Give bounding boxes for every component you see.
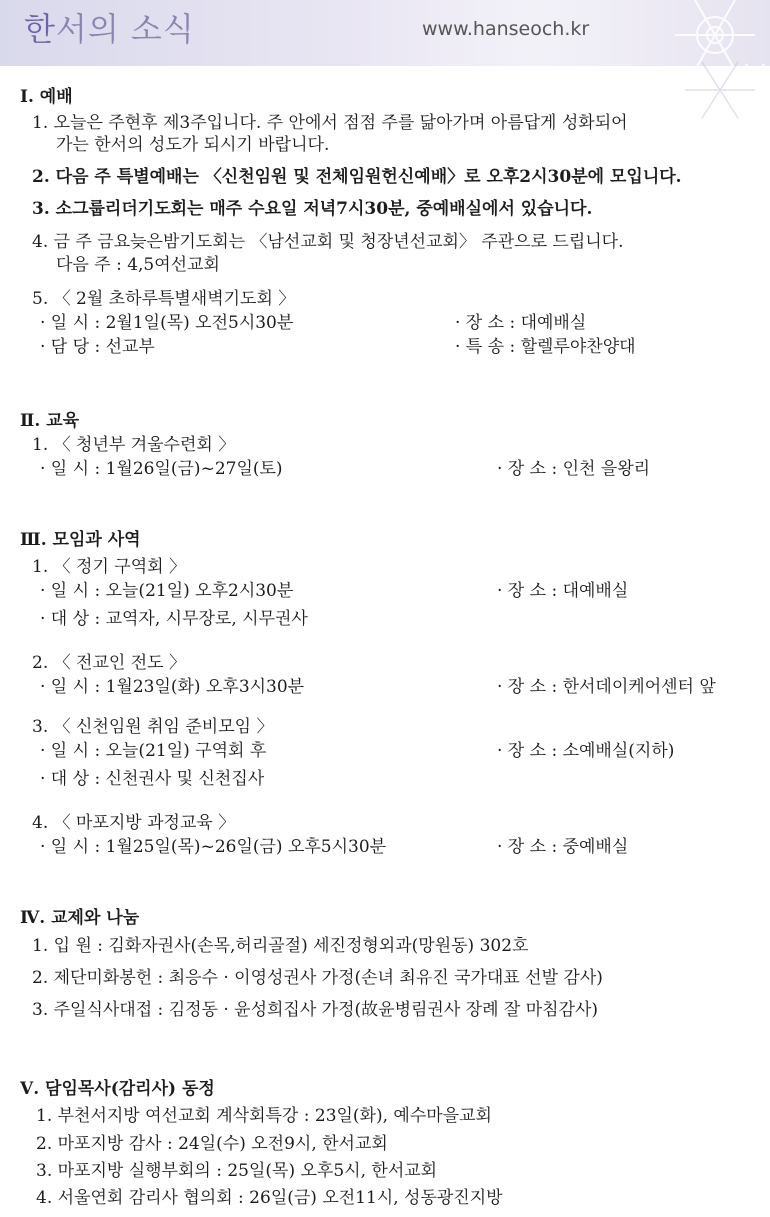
website-url[interactable]: www.hanseoch.kr [422,18,590,40]
section-heading: Ⅰ. 예배 [20,87,73,107]
list-item: 3. 소그룹리더기도회는 매주 수요일 저녁7시30분, 중예배실에서 있습니다. [32,199,593,219]
list-item: 1. 부천서지방 여선교회 계삭회특강 : 23일(화), 예수마을교회 [36,1106,492,1126]
section-heading: Ⅳ. 교제와 나눔 [20,908,140,928]
section-heading: Ⅲ. 모임과 사역 [20,530,141,550]
list-item: 2. 마포지방 감사 : 24일(수) 오전9시, 한서교회 [36,1134,388,1154]
list-item: 4. 금 주 금요늦은밤기도회는 〈남선교회 및 청장년선교회〉 주관으로 드립니다. [32,232,624,252]
event-detail: · 대 상 : 신천권사 및 신천집사 [40,769,265,789]
event-title: 1. 〈 정기 구역회 〉 [32,557,186,577]
event-detail: · 장 소 : 중예배실 [497,837,629,857]
event-detail: · 장 소 : 소예배실(지하) [497,741,675,761]
event-title: 2. 〈 전교인 전도 〉 [32,653,186,673]
event-title: 3. 〈 신천임원 취임 준비모임 〉 [32,717,274,737]
event-detail: · 대 상 : 교역자, 시무장로, 시무권사 [40,609,308,629]
list-item-continuation: 다음 주 : 4,5여선교회 [56,255,220,275]
list-item: 2. 제단미화봉헌 : 최응수 · 이영성권사 가정(손녀 최유진 국가대표 선발 감사) [32,968,603,988]
event-detail: · 담 당 : 선교부 [40,337,155,357]
list-item: 4. 서울연회 감리사 협의회 : 26일(금) 오전11시, 성동광진지방 [36,1188,503,1208]
list-item-continuation: 가는 한서의 성도가 되시기 바랍니다. [56,135,330,155]
event-detail: · 일 시 : 2월1일(목) 오전5시30분 [40,313,294,333]
event-title: 5. 〈 2월 초하루특별새벽기도회 〉 [32,289,296,309]
list-item: 2. 다음 주 특별예배는 〈신천임원 및 전체임원헌신예배〉로 오후2시30분에 모입니다. [32,167,682,187]
page-title: 한서의 소식 [24,10,195,48]
list-item: 3. 마포지방 실행부회의 : 25일(목) 오후5시, 한서교회 [36,1161,438,1181]
section-heading: Ⅱ. 교육 [20,411,80,431]
event-detail: · 일 시 : 1월25일(목)~26일(금) 오후5시30분 [40,837,387,857]
event-detail: · 일 시 : 오늘(21일) 구역회 후 [40,741,267,761]
section-heading: Ⅴ. 담임목사(감리사) 동정 [20,1079,215,1099]
list-item: 3. 주일식사대접 : 김정동 · 윤성희집사 가정(故윤병림권사 장례 잘 마침감사) [32,1000,599,1020]
list-item: 1. 입 원 : 김화자권사(손목,허리골절) 세진정형외과(망원동) 302호 [32,936,529,956]
event-detail: · 특 송 : 할렐루야찬양대 [455,337,636,357]
list-item: 1. 오늘은 주현후 제3주입니다. 주 안에서 점점 주를 닮아가며 아름답게 성화되어 [32,113,628,133]
event-detail: · 일 시 : 오늘(21일) 오후2시30분 [40,581,294,601]
event-title: 4. 〈 마포지방 과정교육 〉 [32,813,236,833]
event-detail: · 일 시 : 1월26일(금)~27일(토) [40,459,283,479]
event-detail: · 장 소 : 대예배실 [455,313,587,333]
event-detail: · 장 소 : 한서데이케어센터 앞 [497,677,716,697]
event-detail: · 장 소 : 인천 을왕리 [497,459,651,479]
event-detail: · 장 소 : 대예배실 [497,581,629,601]
event-title: 1. 〈 청년부 겨울수련회 〉 [32,435,236,455]
event-detail: · 일 시 : 1월23일(화) 오후3시30분 [40,677,305,697]
